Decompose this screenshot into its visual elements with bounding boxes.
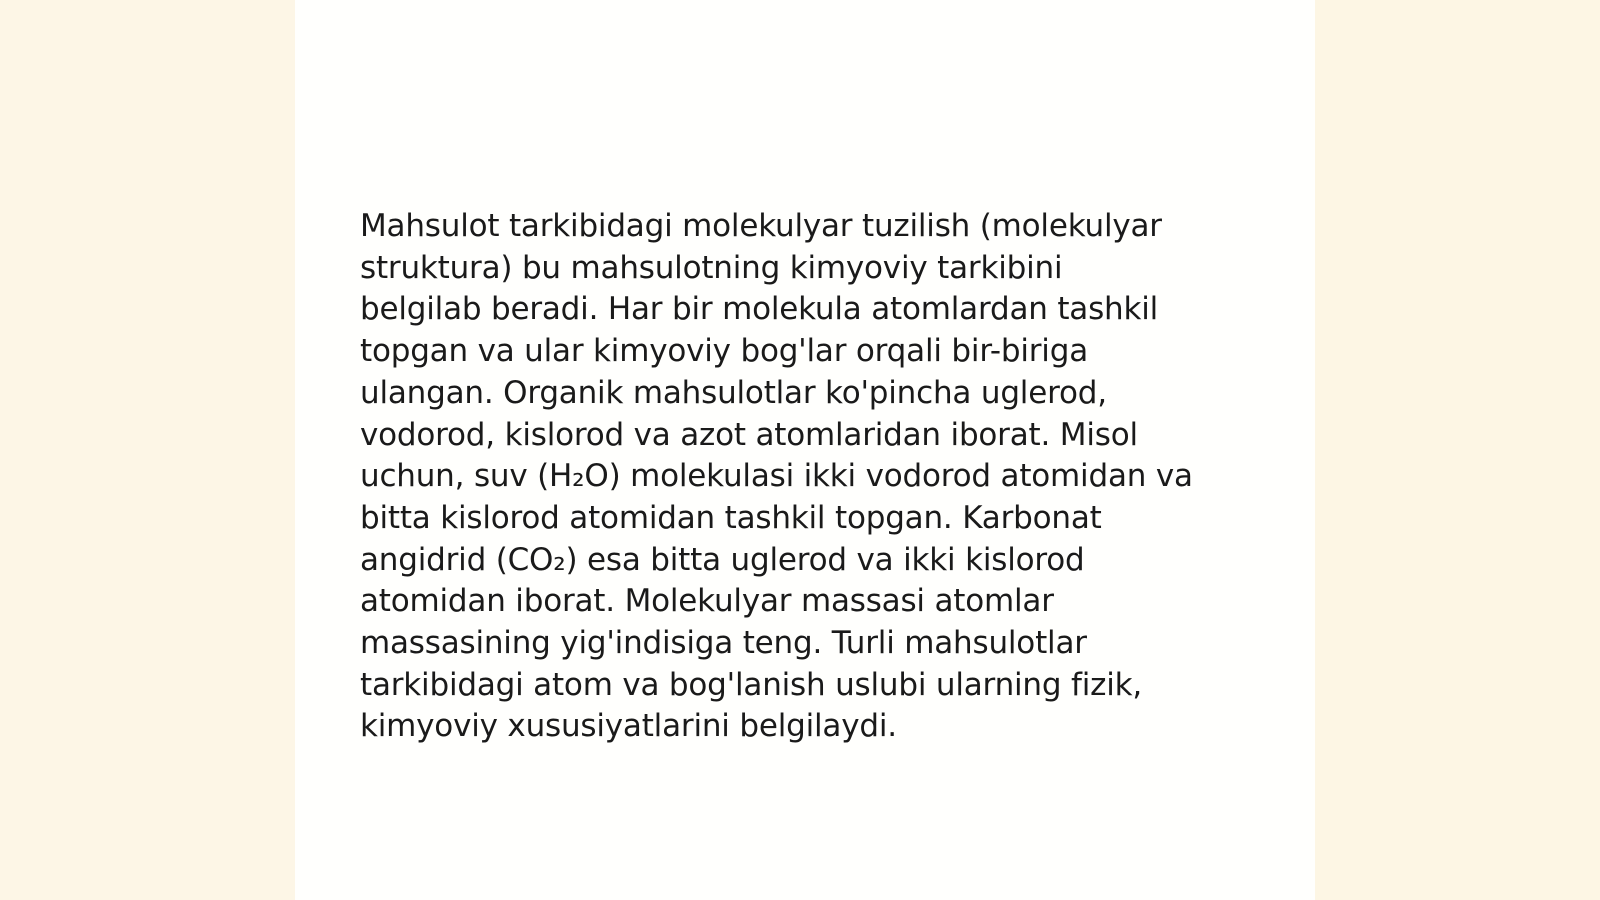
- paragraph-line: kimyoviy xususiyatlarini belgilaydi.: [360, 708, 897, 745]
- paragraph-line: vodorod, kislorod va azot atomlaridan iborat. Misol: [360, 416, 1138, 453]
- paragraph-line: massasining yig'indisiga teng. Turli mahsulotlar: [360, 625, 1087, 662]
- paragraph-line: Mahsulot tarkibidagi molekulyar tuzilish (molekulyar: [360, 208, 1162, 244]
- right-margin-background: [1315, 0, 1600, 900]
- paragraph-line: tarkibidagi atom va bog'lanish uslubi ularning fizik,: [360, 666, 1143, 703]
- paragraph-line: atomidan iborat. Molekulyar massasi atomlar: [360, 583, 1054, 620]
- paragraph-line: uchun, suv (H₂O) molekulasi ikki vodorod atomidan va: [360, 458, 1193, 495]
- paragraph-line: belgilab beradi. Har bir molekula atomlardan tashkil: [360, 291, 1159, 328]
- paragraph-line: topgan va ular kimyoviy bog'lar orqali bir-biriga: [360, 333, 1088, 370]
- paragraph-line: bitta kislorod atomidan tashkil topgan. Karbonat: [360, 499, 1102, 536]
- paragraph-line: ulangan. Organik mahsulotlar ko'pincha uglerod,: [360, 374, 1107, 411]
- paragraph-line: angidrid (CO₂) esa bitta uglerod va ikki kislorod: [360, 541, 1085, 578]
- left-margin-background: [0, 0, 295, 900]
- paragraph-line: struktura) bu mahsulotning kimyoviy tarkibini: [360, 249, 1063, 286]
- body-paragraph: [360, 206, 1250, 748]
